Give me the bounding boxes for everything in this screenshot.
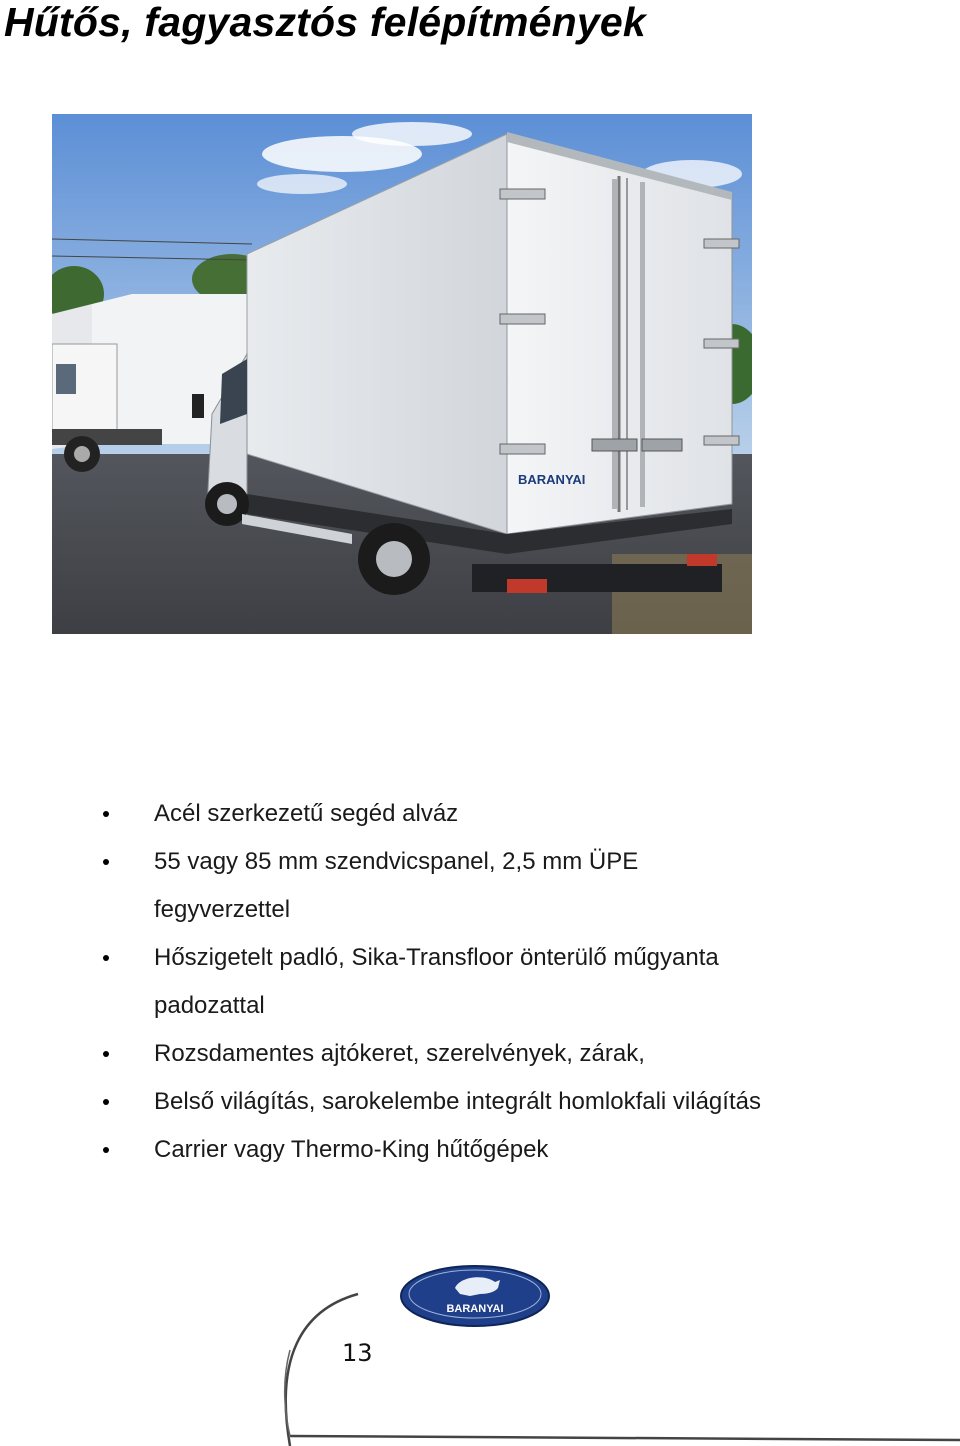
bullet-icon xyxy=(103,811,109,817)
list-item xyxy=(0,1126,764,1174)
bullet-icon xyxy=(103,859,109,865)
list-item-text: Acél szerkezetű segéd alváz xyxy=(154,800,459,827)
list-item-text: Rozsdamentes ajtókeret, szerelvények, zárak, xyxy=(154,1040,645,1067)
list-item xyxy=(0,790,764,838)
list-item xyxy=(0,934,764,1030)
list-item xyxy=(0,1078,764,1126)
baranyai-logo xyxy=(400,1264,550,1328)
bullet-icon xyxy=(103,1099,109,1105)
list-item xyxy=(0,838,764,934)
bullet-icon xyxy=(103,1147,109,1153)
bullet-icon xyxy=(103,1051,109,1057)
list-item-text: Belső világítás, sarokelembe integrált homlokfali világítás xyxy=(154,1088,761,1115)
list-item-text: Hőszigetelt padló, Sika-Transfloor önterülő műgyanta padozattal xyxy=(154,944,719,1019)
truck-brand-text: BARANYAI xyxy=(518,472,586,487)
bullet-icon xyxy=(103,955,109,961)
refrigerated-truck-photo xyxy=(52,114,752,634)
list-item-text: Carrier vagy Thermo-King hűtőgépek xyxy=(154,1136,549,1163)
list-item-text: 55 vagy 85 mm szendvicspanel, 2,5 mm ÜPE fegyverzettel xyxy=(154,848,639,923)
feature-list xyxy=(0,790,960,1174)
page-title: Hűtős, fagyasztós felépítmények xyxy=(4,0,646,45)
footer-decorative-arc xyxy=(270,1290,960,1446)
logo-text: BARANYAI xyxy=(446,1303,504,1315)
list-item xyxy=(0,1030,764,1078)
page-number: 13 xyxy=(342,1339,373,1367)
